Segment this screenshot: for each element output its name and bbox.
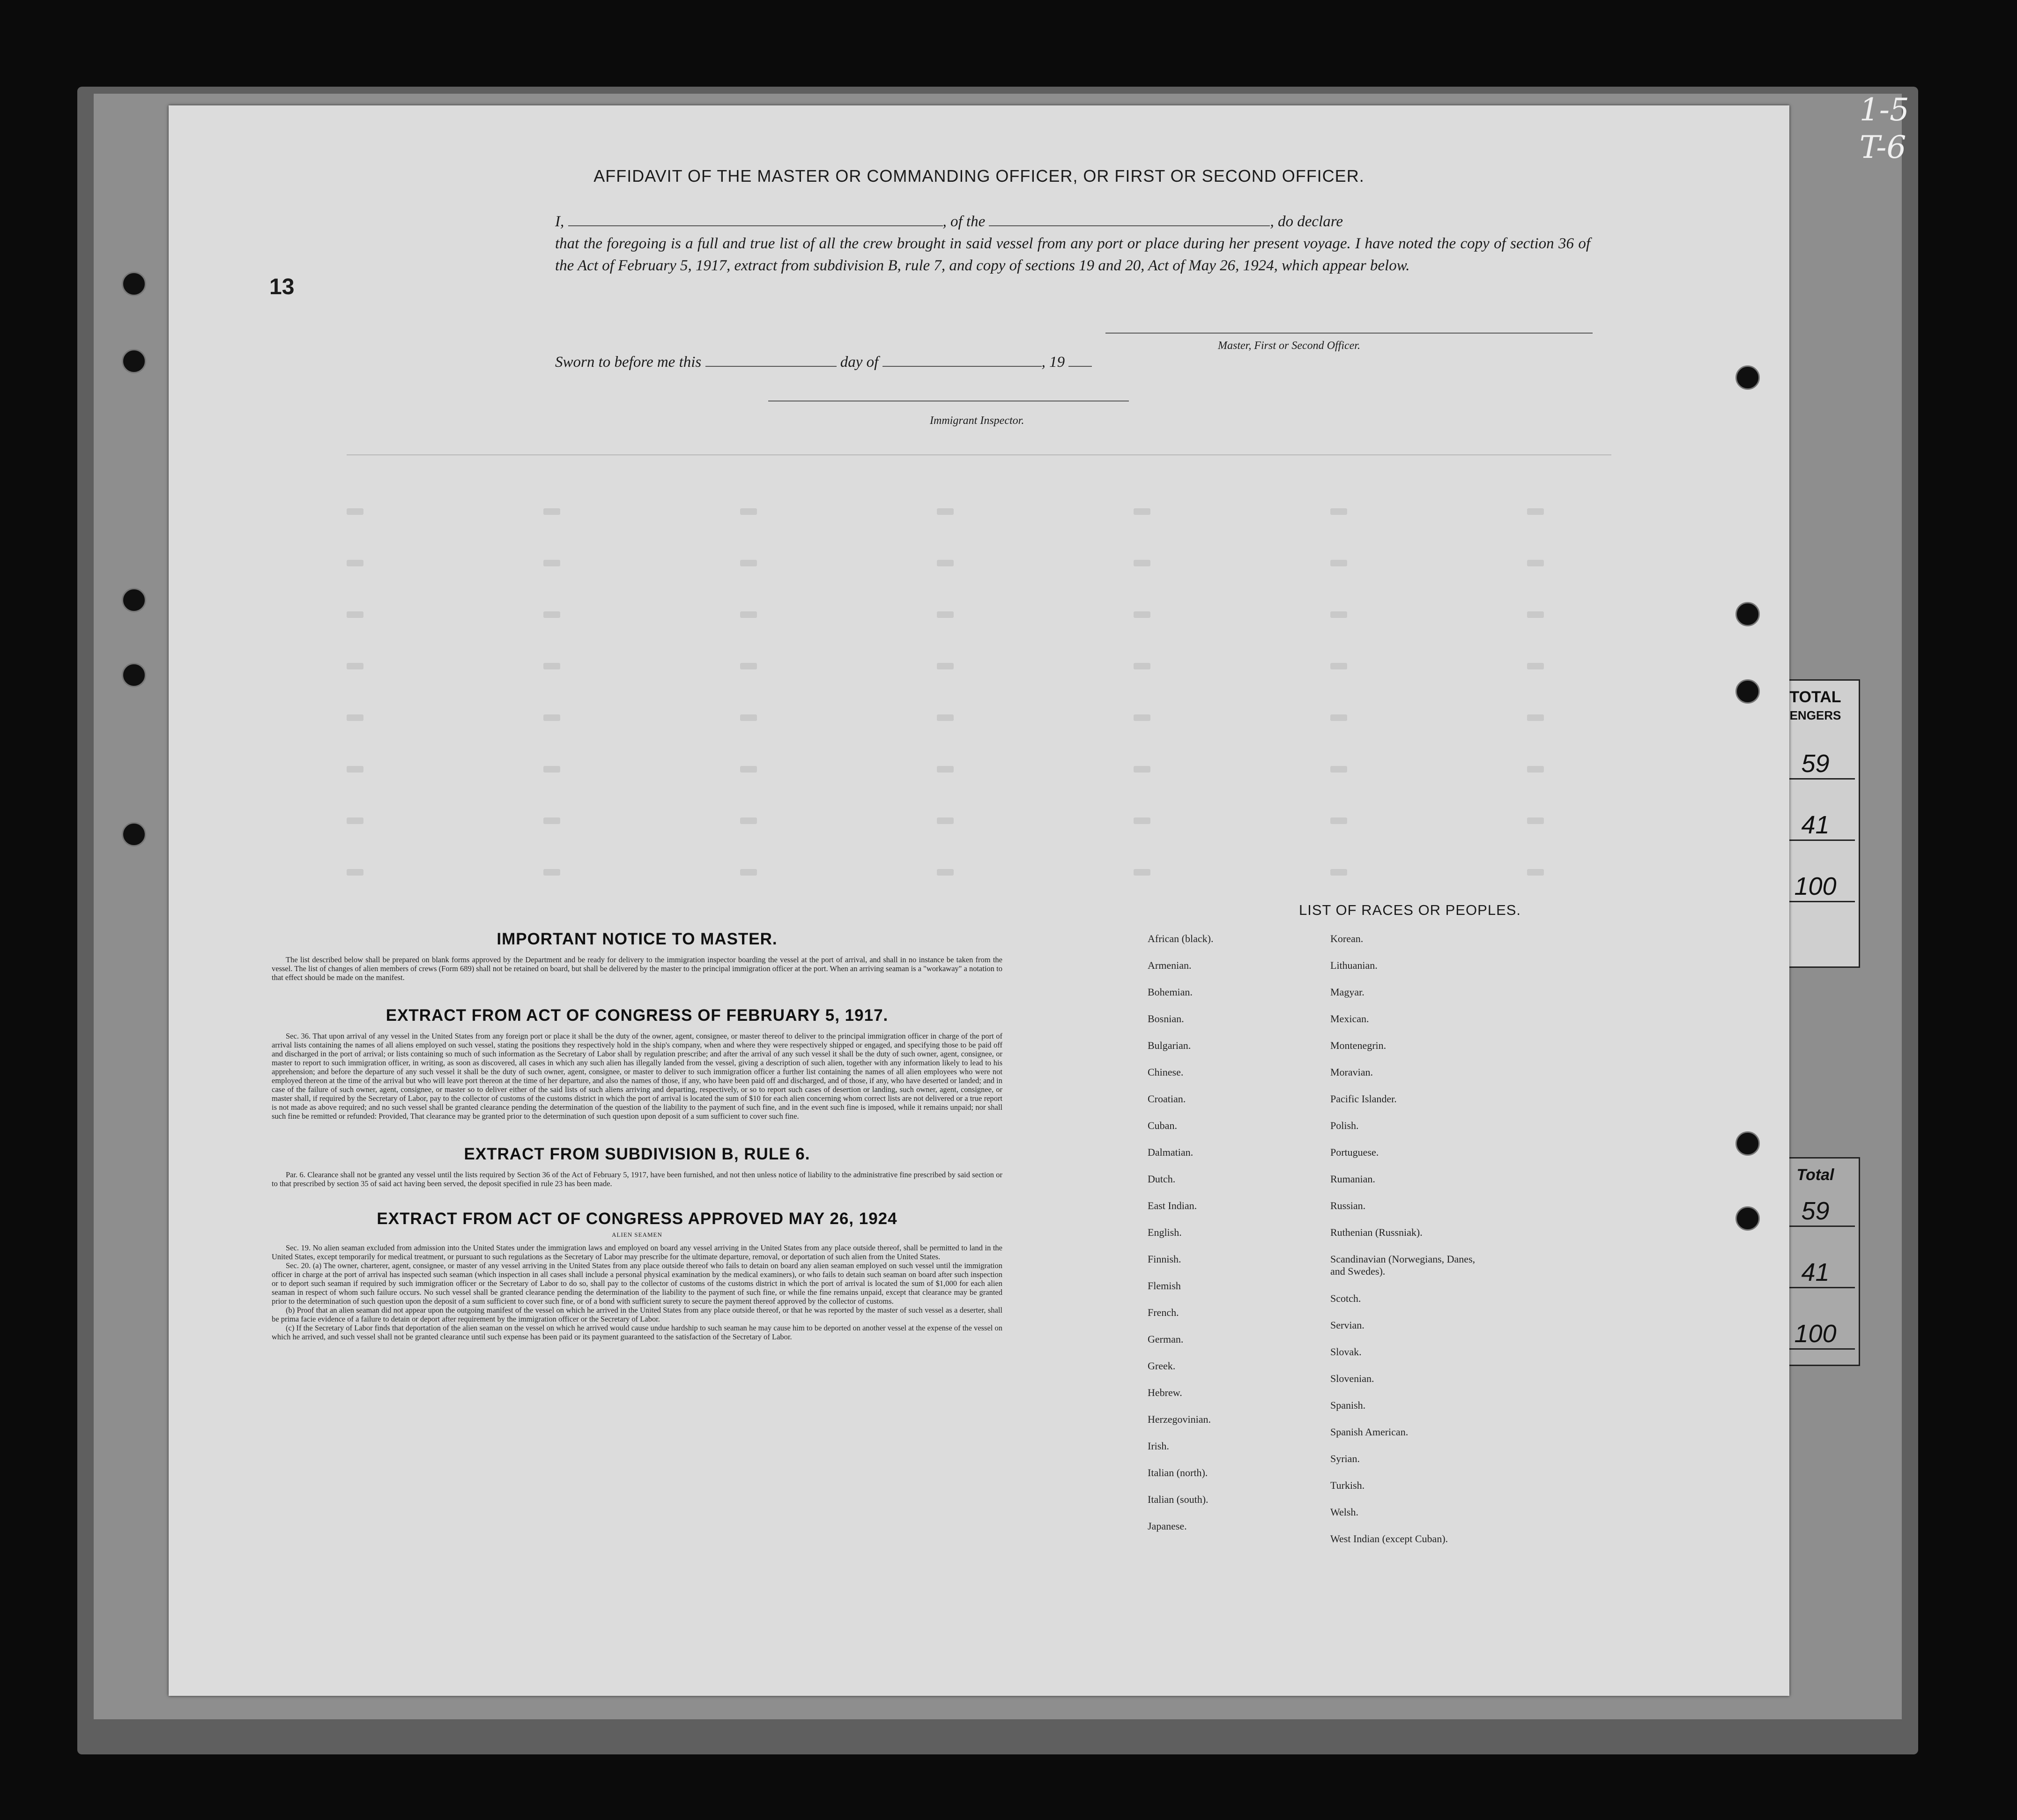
rule-6-text: Par. 6. Clearance shall not be granted any vessel until the lists required by Section 36 of the Act of February 5, 1917, have been furnished, and not then unless notice of liability to the administrative fine prescribed by said section or to that prescribed by section 35 of said act having been served, the deposit specified in rule 23 has been made.: [272, 1170, 1002, 1188]
notice-title: IMPORTANT NOTICE TO MASTER.: [497, 930, 778, 948]
manifest-page: [169, 105, 1789, 1696]
bleed-through-row: [347, 508, 1611, 510]
race-item: Flemish: [1148, 1280, 1181, 1292]
race-item: Russian.: [1330, 1200, 1366, 1211]
punch-hole: [122, 349, 146, 373]
bleed-through-row: [347, 560, 1611, 561]
notice-text: The list described below shall be prepared on blank forms approved by the Department and be ready for delivery to the immigration inspector boarding the vessel at the port of arrival, and shall in no instance be taken from the vessel. The list of changes of alien members of crews (Form 689) shall not be retained on board, but shall be delivered by the master to the principal immigration officer at the port. When an arriving seaman is a "workaway" a notation to that effect should be made on the manifest.: [272, 955, 1002, 982]
totals-tab-value: 41: [1776, 1255, 1855, 1288]
totals-tab-value: 41: [1776, 808, 1855, 841]
inspector-signature-label: Immigrant Inspector.: [930, 415, 1024, 427]
extract-1924-sec20b: (b) Proof that an alien seaman did not appear upon the outgoing manifest of the vessel on which he arrived in the United States from any place outside thereof, or that he was reported by the master of such vessel as a deserter, shall be prima facie evidence of a failure to detain or deport after requirement by the immigration officer or the Secretary of Labor.: [272, 1306, 1002, 1323]
race-item: Slovenian.: [1330, 1373, 1374, 1384]
race-item: Polish.: [1330, 1120, 1359, 1131]
bleed-through-row: [347, 611, 1611, 613]
race-item: Bohemian.: [1148, 986, 1193, 998]
master-signature-label: Master, First or Second Officer.: [1218, 340, 1360, 352]
races-list: [1148, 902, 1672, 1589]
race-item: Korean.: [1330, 933, 1364, 944]
race-item: Spanish.: [1330, 1399, 1366, 1411]
rule-6-title: EXTRACT FROM SUBDIVISION B, RULE 6.: [464, 1145, 810, 1163]
race-item: Irish.: [1148, 1440, 1169, 1452]
affidavit-declaration-line: [555, 211, 1590, 233]
races-title: LIST OF RACES OR PEOPLES.: [1298, 902, 1521, 918]
race-item: Mexican.: [1330, 1013, 1369, 1025]
totals-tab-header: TOTAL: [1789, 688, 1841, 706]
race-item: Turkish.: [1330, 1479, 1365, 1491]
totals-tab-value: 59: [1776, 746, 1855, 780]
race-item: Dutch.: [1148, 1173, 1176, 1185]
race-item: Rumanian.: [1330, 1173, 1375, 1185]
sworn-day-blank[interactable]: [705, 366, 837, 367]
affidavit-text: that the foregoing is a full and true list of all the crew brought in said vessel from any port or place during her present voyage. I have noted the copy of section 36 of the Act of February 5, 1917, extract from subdivision B, rule 7, and copy of sections 19 and 20, Act of May 26, 1924, which appear below.: [555, 235, 1590, 274]
race-item: Japanese.: [1148, 1520, 1187, 1532]
sworn-year-label: , 19: [1041, 354, 1065, 371]
extract-1924-sec20a: Sec. 20. (a) The owner, charterer, agent, consignee, or master of any vessel arriving in the United States from any place outside thereof who fails to detain on board any alien seaman employed on such vessel until the immigration officer in charge at the port of arrival has inspected such seaman (which inspection in all cases shall include a personal physical examination by the medical examiners), or who fails to detain such seaman on board after such inspection or to deport such seaman if required by such immigration officer or the Secretary of Labor to do so, shall pay to the collector of customs of the customs district in which the port of arrival is located the sum of $1,000 for each alien seaman in respect of whom such failure occurs. No such vessel shall be granted clearance pending the determination of the liability to the payment of such fine, or while the fine remains unpaid, except that clearance may be granted prior to the determination of such question upon the deposit of a sum sufficient to cover such fine, or of a bond with sufficient surety to secure the payment thereof approved by the collector of customs.: [272, 1261, 1002, 1306]
race-item: German.: [1148, 1333, 1184, 1345]
race-item: Scotch.: [1330, 1293, 1361, 1304]
race-item: Hebrew.: [1148, 1387, 1182, 1398]
punch-hole: [122, 663, 146, 687]
bleed-through-row: [347, 817, 1611, 819]
punch-hole: [1735, 1206, 1760, 1231]
totals-tab-value: 100: [1776, 869, 1855, 902]
punch-hole: [122, 822, 146, 847]
race-item: Welsh.: [1330, 1506, 1358, 1518]
punch-hole: [1735, 365, 1760, 390]
race-item: Dalmatian.: [1148, 1146, 1194, 1158]
bleed-through-row: [347, 869, 1611, 870]
margin-notes: [1860, 91, 1909, 166]
totals-tab-header: Total: [1796, 1166, 1834, 1184]
race-item: Croatian.: [1148, 1093, 1186, 1105]
race-item: Slovak.: [1330, 1346, 1362, 1358]
affidavit-body: [555, 211, 1590, 277]
sworn-day-label: day of: [840, 354, 879, 371]
affidavit-declare: , do declare: [1270, 213, 1343, 230]
race-item: Finnish.: [1148, 1253, 1181, 1265]
race-item: Syrian.: [1330, 1453, 1360, 1464]
margin-note: 1-5: [1859, 92, 1909, 128]
race-item: French.: [1148, 1307, 1179, 1318]
race-item: Cuban.: [1148, 1120, 1177, 1131]
extract-1924-sec20c: (c) If the Secretary of Labor finds that deportation of the alien seaman on the vessel on which he arrived would cause undue hardship to such seaman he may cause him to be deported on another vessel at the expense of the vessel on which he arrived, and such vessel shall not be granted clearance until such expense has been paid or its payment guaranteed to the satisfaction of the Secretary of Labor.: [272, 1323, 1002, 1341]
master-signature-line[interactable]: [1105, 333, 1593, 334]
punch-hole: [122, 588, 146, 612]
affidavit-of-the: , of the: [942, 213, 986, 230]
race-item: Portuguese.: [1330, 1146, 1379, 1158]
race-item: Montenegrin.: [1330, 1040, 1387, 1051]
race-item: Chinese.: [1148, 1066, 1184, 1078]
bleed-through-row: [347, 766, 1611, 767]
race-item: Greek.: [1148, 1360, 1176, 1372]
bleed-through-row: [347, 663, 1611, 664]
extract-1924-subtitle: ALIEN SEAMEN: [612, 1231, 662, 1238]
race-item: Spanish American.: [1330, 1426, 1409, 1438]
affidavit-i: I,: [555, 213, 564, 230]
race-item: West Indian (except Cuban).: [1330, 1533, 1448, 1545]
race-item: Scandinavian (Norwegians, Danes, and Swedes).: [1330, 1253, 1476, 1277]
legal-extracts: [272, 930, 1002, 1341]
vessel-name-blank[interactable]: [989, 225, 1270, 226]
sworn-year-blank[interactable]: [1068, 366, 1092, 367]
race-item: Magyar.: [1330, 986, 1364, 998]
sworn-month-blank[interactable]: [882, 366, 1042, 367]
race-item: Italian (south).: [1148, 1493, 1209, 1505]
sworn-line: [555, 354, 1092, 371]
race-item: Armenian.: [1148, 959, 1192, 971]
totals-tab-value: 100: [1776, 1316, 1855, 1350]
punch-hole: [122, 272, 146, 296]
punch-hole: [1735, 1131, 1760, 1156]
bleed-through-row: [347, 714, 1611, 716]
race-item: African (black).: [1148, 933, 1214, 944]
page-number: 13: [269, 275, 295, 299]
race-item: English.: [1148, 1226, 1182, 1238]
races-grid: [1148, 933, 1672, 1589]
extract-1917-title: EXTRACT FROM ACT OF CONGRESS OF FEBRUARY 5, 1917.: [386, 1006, 889, 1025]
margin-note: T-6: [1859, 129, 1906, 165]
punch-hole: [1735, 602, 1760, 626]
sworn-prefix: Sworn to before me this: [555, 354, 702, 371]
extract-1917-text: Sec. 36. That upon arrival of any vessel in the United States from any foreign port or place it shall be the duty of the owner, agent, consignee, or master thereof to deliver to the principal immigration officer in charge of the port of arrival lists containing the names of all aliens employed on such vessel, stating the positions they respectively hold in the ship's company, when and where they were respectively shipped or engaged, and specifying those to be paid off and discharged in the port of arrival; or lists containing so much of such information as the Secretary of Labor shall by regulation prescribe; and after the arrival of any such vessel it shall be the duty of such owner, agent, consignee, or master to report to such immigration officer, in writing, as soon as discovered, all cases in which any such alien has illegally landed from the vessel, giving a description of such alien, together with any information likely to lead to his apprehension; and before the departure of any such vessel it shall be the duty of such owner, agent, consignee, or master to deliver to such immigration officer a further list containing the names of all alien employees who were not employed thereon at the time of the arrival but who will leave port thereon at the time of her departure, and also the names of those, if any, who have been paid off and discharged, and of those, if any, who have deserted or landed; and in case of the failure of such owner, agent, consignee, or master so to deliver either of the said lists of such aliens arriving and departing, respectively, or so to report such cases of desertion or landing, such owner, agent, consignee, or master shall, if required by the Secretary of Labor, pay to the collector of customs of the customs district in which the port of arrival is located the sum of $10 for each alien concerning whom correct lists are not delivered or a true report is not made as above required; and no such vessel shall be granted clearance pending the determination of the question of the liability to the payment of such fine, and in the event such fine is imposed, while it remains unpaid; nor shall such fine be remitted or refunded: Provided, That clearance may be granted prior to the determination of such question upon deposit of a sum sufficient to cover such fine.: [272, 1032, 1002, 1121]
race-item: Bosnian.: [1148, 1013, 1184, 1025]
totals-tab-value: 59: [1776, 1194, 1855, 1227]
bleed-through-rule: [347, 454, 1611, 455]
punch-hole: [1735, 679, 1760, 704]
race-item: Italian (north).: [1148, 1467, 1208, 1478]
race-item: Moravian.: [1330, 1066, 1373, 1078]
race-item: Pacific Islander.: [1330, 1093, 1397, 1105]
master-name-blank[interactable]: [568, 225, 943, 226]
race-item: Lithuanian.: [1330, 959, 1378, 971]
extract-1924-sec19: Sec. 19. No alien seaman excluded from admission into the United States under the immigration laws and employed on board any vessel arriving in the United States from any place outside thereof, shall be permitted to land in the United States, except temporarily for medical treatment, or pursuant to such regulations as the Secretary of Labor may prescribe for the ultimate departure, removal, or deportation of such alien from the United States.: [272, 1243, 1002, 1261]
race-item: Ruthenian (Russniak).: [1330, 1226, 1423, 1238]
race-item: East Indian.: [1148, 1200, 1197, 1211]
totals-tab-sub: ENGERS: [1789, 708, 1841, 722]
extract-1924-title: EXTRACT FROM ACT OF CONGRESS APPROVED MAY 26, 1924: [377, 1210, 897, 1228]
affidavit-title: AFFIDAVIT OF THE MASTER OR COMMANDING OFFICER, OR FIRST OR SECOND OFFICER.: [593, 166, 1364, 186]
race-item: Servian.: [1330, 1319, 1364, 1331]
race-item: Herzegovinian.: [1148, 1413, 1211, 1425]
race-item: Bulgarian.: [1148, 1040, 1191, 1051]
